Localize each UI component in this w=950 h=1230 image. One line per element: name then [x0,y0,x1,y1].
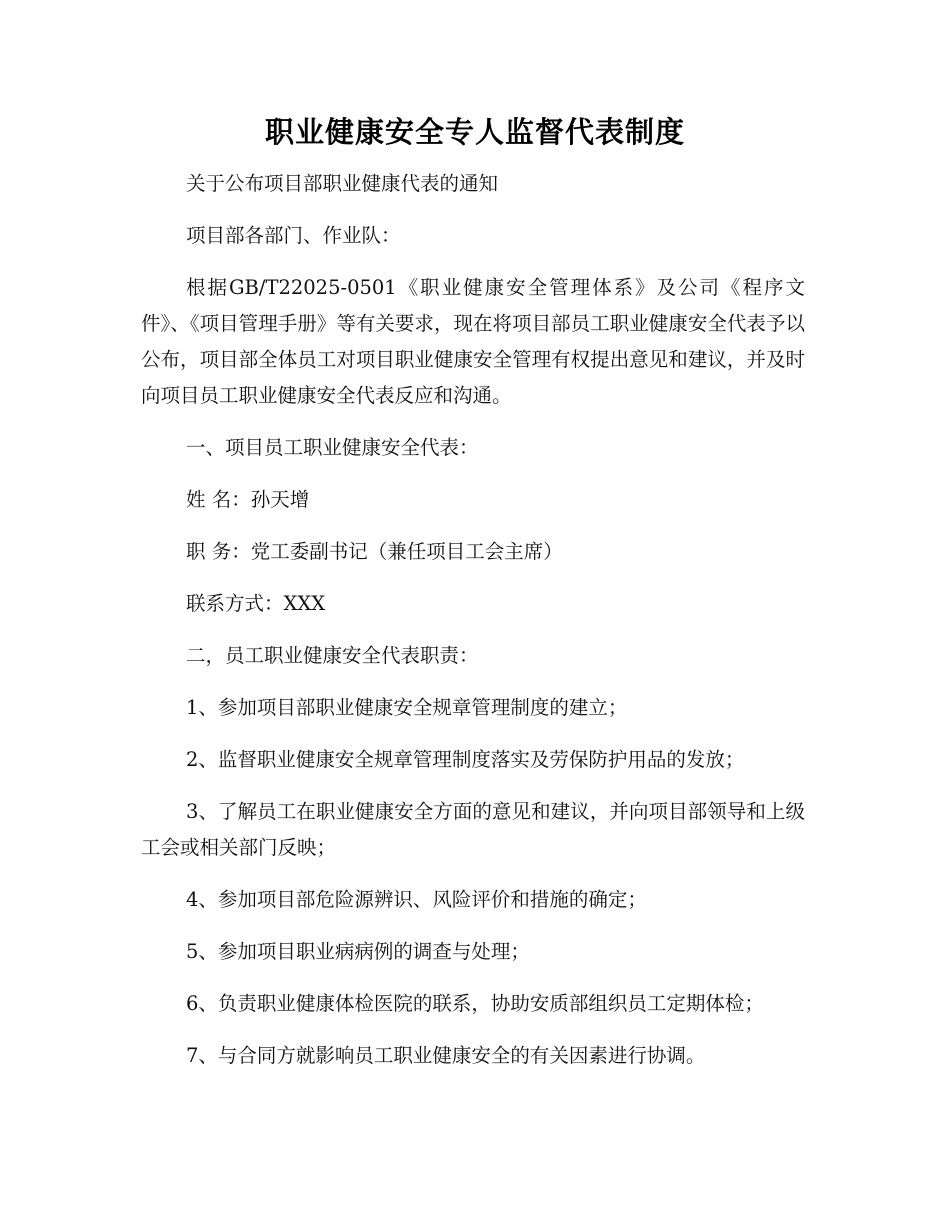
notice-heading: 关于公布项目部职业健康代表的通知 [186,172,499,195]
salutation: 项目部各部门、作业队： [186,224,401,247]
representative-contact: 联系方式：XXX [186,592,326,615]
section-two-heading: 二，员工职业健康安全代表职责： [186,644,479,667]
duty-item: 4、参加项目部危险源辨识、风险评价和措施的确定； [186,888,647,911]
duty-item: 2、监督职业健康安全规章管理制度落实及劳保防护用品的发放； [186,748,745,771]
representative-position: 职 务：党工委副书记（兼任项目工会主席） [186,540,563,563]
duty-item: 5、参加项目职业病病例的调查与处理； [186,940,530,963]
duty-item: 6、负责职业健康体检医院的联系，协助安质部组织员工定期体检； [186,992,764,1015]
section-one-heading: 一、项目员工职业健康安全代表： [186,436,479,459]
intro-paragraph: 根据GB/T22025-0501《职业健康安全管理体系》及公司《程序文件》、《项目管理手册》等有关要求，现在将项目部员工职业健康安全代表予以公布，项目部全体员工对项目职业健康安全管理有权提出意见和建议，并及时向项目员工职业健康安全代表反应和沟通。 [141,276,805,407]
document-body [141,166,805,1090]
duty-item: 1、参加项目部职业健康安全规章管理制度的建立； [186,696,628,719]
duty-item: 7、与合同方就影响员工职业健康安全的有关因素进行协调。 [186,1044,706,1067]
representative-name: 姓 名：孙天增 [186,488,310,511]
document-title: 职业健康安全专人监督代表制度 [264,115,685,149]
duty-item: 3、了解员工在职业健康安全方面的意见和建议，并向项目部领导和上级工会或相关部门反映； [141,800,805,859]
